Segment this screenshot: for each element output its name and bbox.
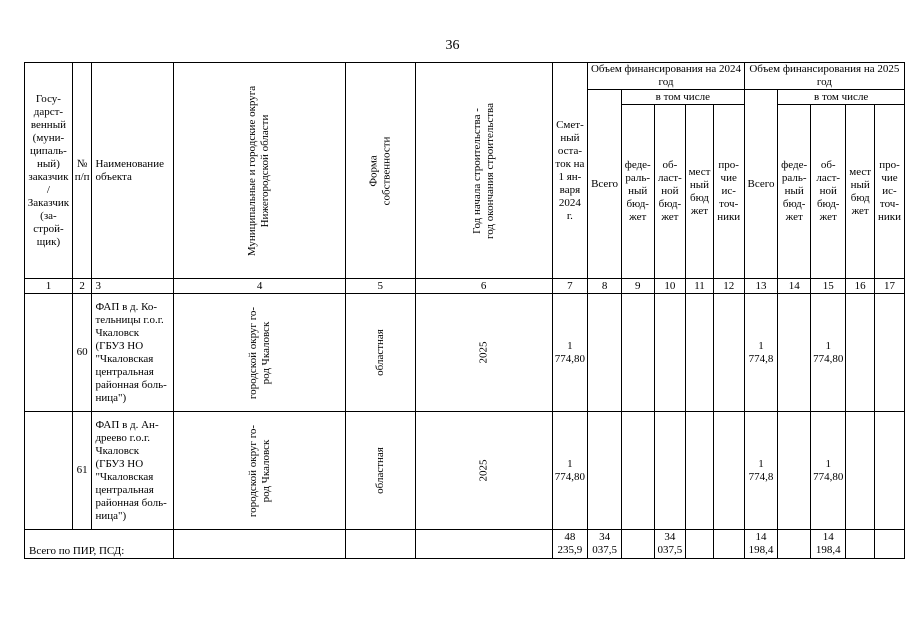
- header-federal-2024: феде- раль- ный бюд- жет: [621, 105, 654, 279]
- row-number: 61: [72, 412, 92, 530]
- header-other-2024: про- чие ис- точ- ники: [713, 105, 744, 279]
- ownership-cell: областная: [345, 412, 415, 530]
- object-name: ФАП в д. Ан- дреево г.о.г. Чкаловск (ГБУЗ НО "Чкаловская центральная районная боль- ница"): [92, 412, 174, 530]
- regional-2025-cell: 1 774,80: [811, 294, 846, 412]
- totals-municipality: [174, 530, 345, 559]
- federal-2024-cell: [621, 412, 654, 530]
- header-local-2025: мест ный бюд жет: [846, 105, 875, 279]
- row-number: 60: [72, 294, 92, 412]
- totals-balance: 48 235,9: [552, 530, 588, 559]
- totals-regional-2025: 14 198,4: [811, 530, 846, 559]
- regional-2024-cell: [654, 294, 686, 412]
- totals-label: Всего по ПИР, ПСД:: [25, 530, 174, 559]
- other-2025-cell: [874, 294, 904, 412]
- column-number: 14: [778, 279, 811, 294]
- column-number: 12: [713, 279, 744, 294]
- column-number-row: [25, 279, 905, 294]
- totals-row: [25, 530, 905, 559]
- local-2025-cell: [846, 412, 875, 530]
- totals-years: [415, 530, 552, 559]
- header-financing-2024: Объем финансирования на 2024 год: [588, 63, 744, 90]
- header-total-2024: Всего: [588, 90, 622, 279]
- header-ownership: Форма собственности: [345, 63, 415, 279]
- header-federal-2025: феде- раль- ный бюд- жет: [778, 105, 811, 279]
- years-cell: 2025: [415, 412, 552, 530]
- balance-cell: 1 774,80: [552, 412, 588, 530]
- header-local-2024: мест ный бюд жет: [686, 105, 713, 279]
- federal-2024-cell: [621, 294, 654, 412]
- totals-local-2025: [846, 530, 875, 559]
- municipality-cell: городской округ го- род Чкаловск: [174, 412, 345, 530]
- federal-2025-cell: [778, 412, 811, 530]
- balance-cell: 1 774,80: [552, 294, 588, 412]
- other-2025-cell: [874, 412, 904, 530]
- column-number: 7: [552, 279, 588, 294]
- header-customer: Госу- дарст- венный (муни- ципаль- ный) заказчик / Заказчик (за- строй- щик): [25, 63, 73, 279]
- column-number: 16: [846, 279, 875, 294]
- page-number: 36: [445, 38, 460, 53]
- column-number: 13: [744, 279, 778, 294]
- column-number: 10: [654, 279, 686, 294]
- totals-regional-2024: 34 037,5: [654, 530, 686, 559]
- header-object-name: Наименование объекта: [92, 63, 174, 279]
- header-financing-2025: Объем финансирования на 2025 год: [744, 63, 904, 90]
- other-2024-cell: [713, 294, 744, 412]
- local-2024-cell: [686, 412, 713, 530]
- totals-federal-2025: [778, 530, 811, 559]
- header-including-2025: в том числе: [778, 90, 905, 105]
- total-2025-cell: 1 774,8: [744, 412, 778, 530]
- object-name: ФАП в д. Ко- тельницы г.о.г. Чкаловск (ГБУЗ НО "Чкаловская центральная районная боль- ница"): [92, 294, 174, 412]
- column-number: 5: [345, 279, 415, 294]
- totals-total-2024: 34 037,5: [588, 530, 622, 559]
- ownership-cell: областная: [345, 294, 415, 412]
- regional-2025-cell: 1 774,80: [811, 412, 846, 530]
- column-number: 8: [588, 279, 622, 294]
- column-number: 1: [25, 279, 73, 294]
- header-total-2025: Всего: [744, 90, 778, 279]
- column-number: 17: [874, 279, 904, 294]
- other-2024-cell: [713, 412, 744, 530]
- header-years: Год начала строительства - год окончания строительства: [415, 63, 552, 279]
- header-other-2025: про- чие ис- точ- ники: [874, 105, 904, 279]
- table-row: [25, 412, 905, 530]
- column-number: 15: [811, 279, 846, 294]
- column-number: 6: [415, 279, 552, 294]
- header-number: № п/п: [72, 63, 92, 279]
- totals-ownership: [345, 530, 415, 559]
- customer-cell: [25, 412, 73, 530]
- customer-cell: [25, 294, 73, 412]
- table-row: [25, 294, 905, 412]
- local-2025-cell: [846, 294, 875, 412]
- totals-other-2024: [713, 530, 744, 559]
- financing-table: [24, 62, 905, 559]
- column-number: 3: [92, 279, 174, 294]
- header-regional-2025: об- ласт- ной бюд- жет: [811, 105, 846, 279]
- header-regional-2024: об- ласт- ной бюд- жет: [654, 105, 686, 279]
- years-cell: 2025: [415, 294, 552, 412]
- totals-other-2025: [874, 530, 904, 559]
- municipality-cell: городской округ го- род Чкаловск: [174, 294, 345, 412]
- header-including-2024: в том числе: [621, 90, 744, 105]
- totals-total-2025: 14 198,4: [744, 530, 778, 559]
- totals-local-2024: [686, 530, 713, 559]
- header-municipality: Муниципальные и городские округа Нижегородской области: [174, 63, 345, 279]
- federal-2025-cell: [778, 294, 811, 412]
- local-2024-cell: [686, 294, 713, 412]
- header-estimate-balance: Смет- ный оста- ток на 1 ян- варя 2024 г.: [552, 63, 588, 279]
- column-number: 9: [621, 279, 654, 294]
- regional-2024-cell: [654, 412, 686, 530]
- total-2024-cell: [588, 412, 622, 530]
- total-2024-cell: [588, 294, 622, 412]
- column-number: 2: [72, 279, 92, 294]
- totals-federal-2024: [621, 530, 654, 559]
- column-number: 4: [174, 279, 345, 294]
- total-2025-cell: 1 774,8: [744, 294, 778, 412]
- column-number: 11: [686, 279, 713, 294]
